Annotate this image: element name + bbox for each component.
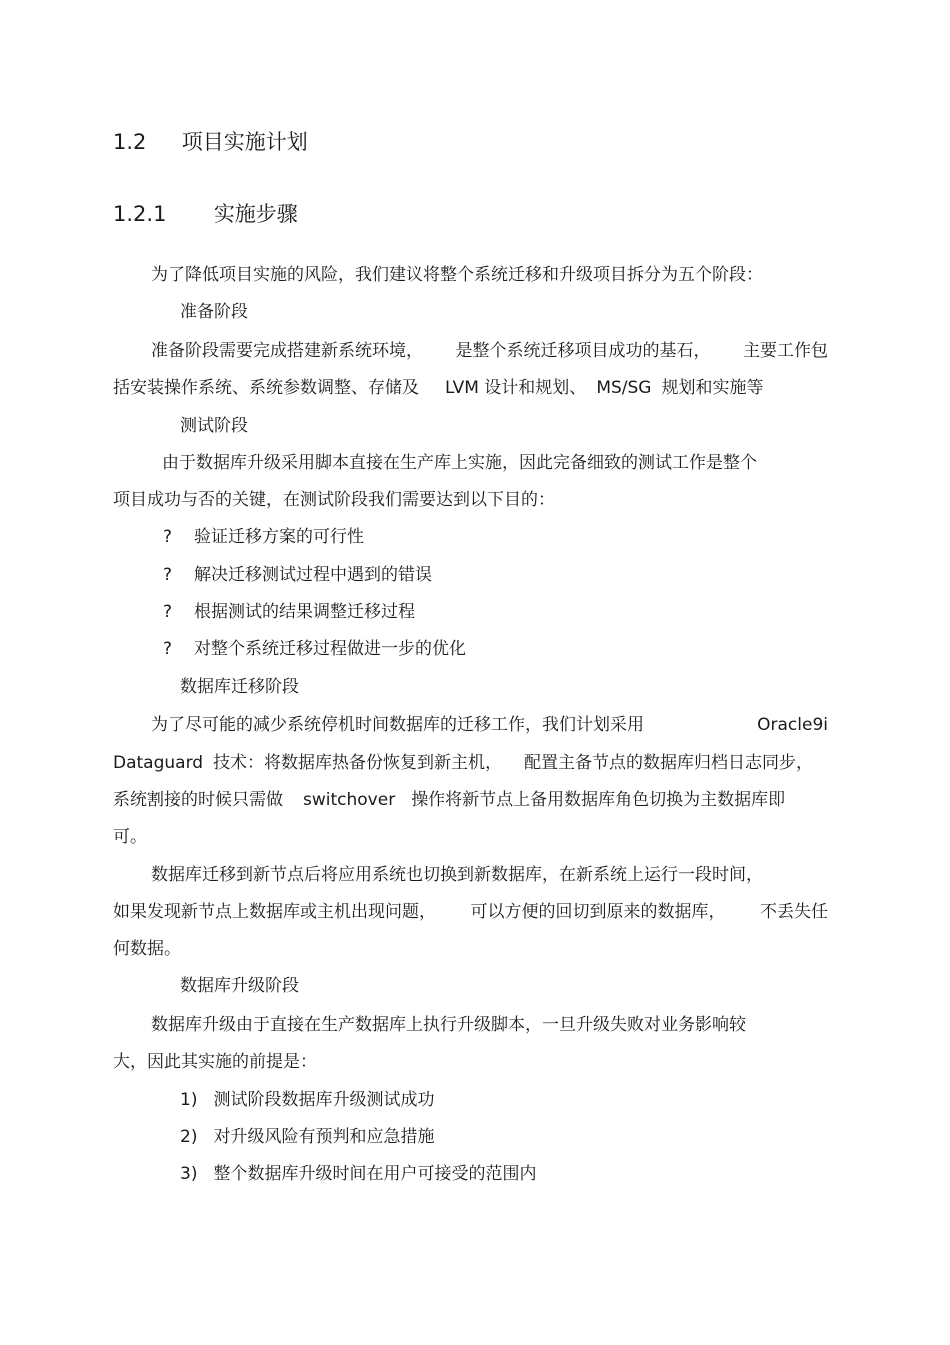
- migrate-text: 不丢失任: [760, 902, 828, 922]
- test-bullet: [163, 601, 415, 623]
- bullet-text: 根据测试的结果调整迁移过程: [194, 602, 416, 622]
- bullet-mark: ?: [163, 639, 173, 659]
- list-number: 1): [180, 1090, 198, 1110]
- bullet-mark: ?: [163, 565, 173, 585]
- upgrade-line-1: 数据库升级由于直接在生产数据库上执行升级脚本，一旦升级失败对业务影响较: [151, 1015, 746, 1035]
- section-heading: [113, 129, 308, 155]
- prep-text: 准备阶段需要完成搭建新系统环境，: [151, 341, 423, 361]
- test-bullet: [163, 638, 466, 660]
- migrate-text: 如果发现新节点上数据库或主机出现问题，: [113, 902, 436, 922]
- upgrade-list-item: [180, 1089, 434, 1111]
- migrate-line-1: [151, 714, 828, 736]
- test-paragraph-line-2: 项目成功与否的关键，在测试阶段我们需要达到以下目的：: [113, 490, 555, 510]
- bullet-mark: ?: [163, 602, 173, 622]
- migrate-text: 为了尽可能的减少系统停机时间数据库的迁移工作，我们计划采用: [151, 715, 644, 735]
- prep-text: 是整个系统迁移项目成功的基石，: [455, 341, 711, 361]
- prep-text: 括安装操作系统、系统参数调整、存储及: [113, 378, 419, 398]
- list-text: 测试阶段数据库升级测试成功: [213, 1090, 435, 1110]
- upgrade-list-item: [180, 1163, 536, 1185]
- test-paragraph-line-1: 由于数据库升级采用脚本直接在生产库上实施，因此完备细致的测试工作是整个: [162, 453, 757, 473]
- subsection-title: 实施步骤: [213, 202, 298, 226]
- prep-text: LVM 设计和规划、: [445, 378, 587, 398]
- list-number: 2): [180, 1127, 198, 1147]
- prep-line-2: [113, 377, 763, 399]
- migrate-line-6: [113, 901, 828, 923]
- migrate-text: 技术：将数据库热备份恢复到新主机，: [213, 753, 503, 773]
- migrate-text: switchover: [303, 790, 396, 810]
- prep-text: 主要工作包: [743, 341, 828, 361]
- migrate-line-4: 可。: [113, 827, 147, 847]
- section-number: 1.2: [113, 130, 147, 154]
- migrate-text: 操作将新节点上备用数据库角色切换为主数据库即: [411, 790, 786, 810]
- migrate-line-7: 何数据。: [113, 939, 181, 959]
- migrate-line-3: [113, 789, 785, 811]
- upgrade-list-item: [180, 1126, 434, 1148]
- migrate-text: 可以方便的回切到原来的数据库，: [470, 902, 726, 922]
- list-text: 整个数据库升级时间在用户可接受的范围内: [213, 1164, 537, 1184]
- test-heading: 测试阶段: [180, 416, 248, 436]
- prep-line-1: [151, 340, 828, 362]
- subsection-heading: [113, 201, 298, 227]
- upgrade-heading: 数据库升级阶段: [180, 976, 299, 996]
- migrate-text: 系统割接的时候只需做: [113, 790, 283, 810]
- bullet-text: 对整个系统迁移过程做进一步的优化: [194, 639, 467, 659]
- test-bullet: [163, 526, 364, 548]
- section-title: 项目实施计划: [181, 130, 308, 154]
- bullet-text: 验证迁移方案的可行性: [194, 527, 365, 547]
- migrate-heading: 数据库迁移阶段: [180, 677, 299, 697]
- prep-text: 规划和实施等: [661, 378, 764, 398]
- prep-heading: 准备阶段: [180, 302, 248, 322]
- migrate-text: Dataguard: [113, 753, 204, 773]
- list-number: 3): [180, 1164, 198, 1184]
- migrate-line-2: [113, 752, 813, 774]
- migrate-text: Oracle9i: [757, 715, 828, 735]
- test-bullet: [163, 564, 432, 586]
- migrate-line-5: 数据库迁移到新节点后将应用系统也切换到新数据库，在新系统上运行一段时间，: [151, 865, 763, 885]
- intro-paragraph: 为了降低项目实施的风险，我们建议将整个系统迁移和升级项目拆分为五个阶段：: [151, 265, 763, 285]
- upgrade-line-2: 大，因此其实施的前提是：: [113, 1052, 317, 1072]
- bullet-text: 解决迁移测试过程中遇到的错误: [194, 565, 433, 585]
- bullet-mark: ?: [163, 527, 173, 547]
- subsection-number: 1.2.1: [113, 202, 167, 226]
- list-text: 对升级风险有预判和应急措施: [213, 1127, 435, 1147]
- prep-text: MS/SG: [596, 378, 652, 398]
- migrate-text: 配置主备节点的数据库归档日志同步，: [524, 753, 814, 773]
